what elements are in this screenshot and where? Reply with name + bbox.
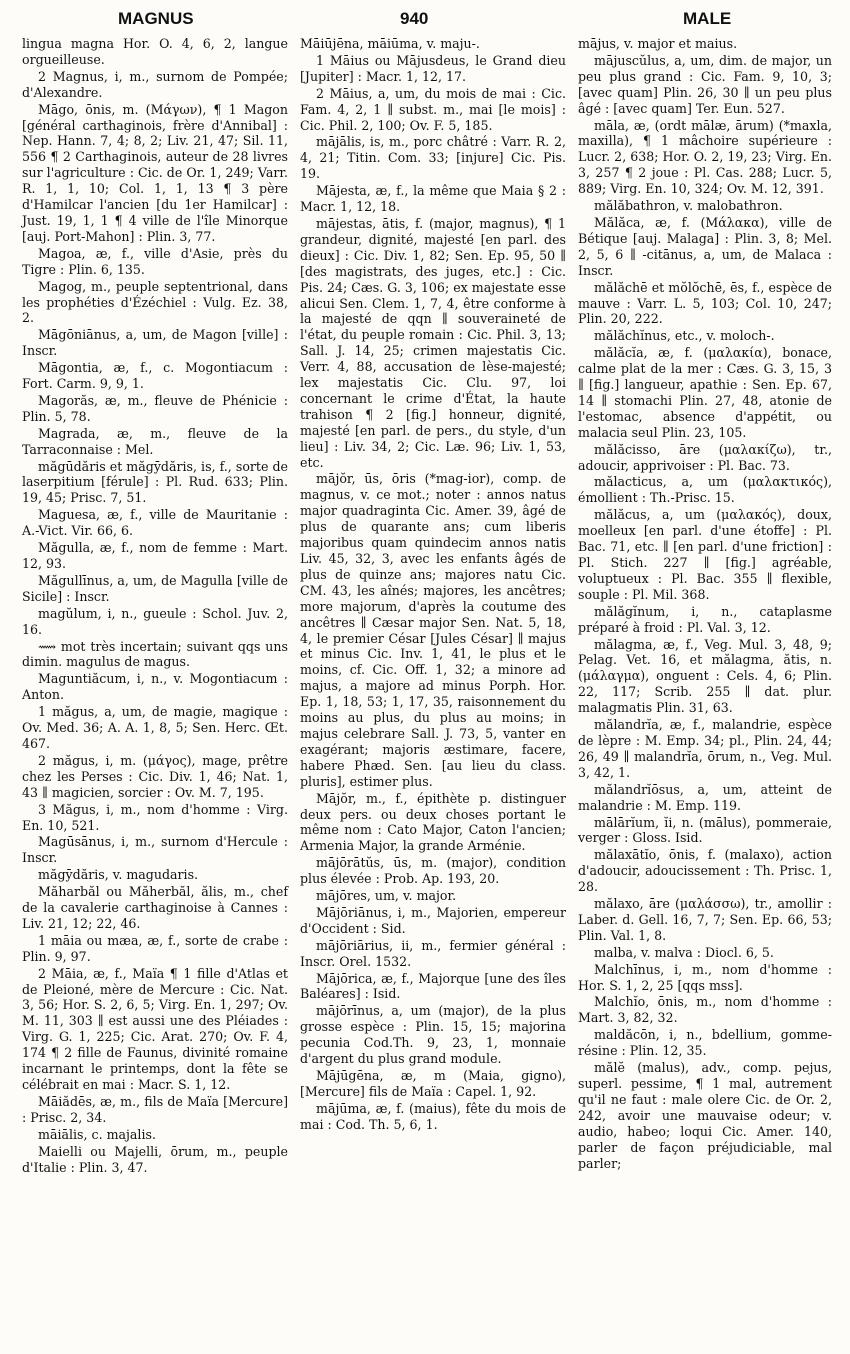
dictionary-entry: mājōriārius, ii, m., fermier général : Inscr. Orel. 1532. xyxy=(300,937,566,969)
dictionary-entry: măgūdăris et măgȳdăris, is, f., sorte de laserpitium [férule] : Pl. Rud. 633; Plin. 19, 45; Prisc. 7, 51. xyxy=(22,458,288,506)
dictionary-entry: mājuscŭlus, a, um, dim. de major, un peu plus grand : Cic. Fam. 9, 10, 3; [avec quam] Plin. 26, 30 ∥ un peu plus âgé : [avec quam] Ter. Eun. 527. xyxy=(578,52,832,116)
page-header xyxy=(0,0,850,36)
header-left-guide-word: MAGNUS xyxy=(118,9,194,28)
dictionary-entry: Maguesa, æ, f., ville de Mauritanie : A.-Vict. Vir. 66, 6. xyxy=(22,507,288,539)
dictionary-entry: 1 māia ou mæa, æ, f., sorte de crabe : Plin. 9, 97. xyxy=(22,932,288,964)
dictionary-entry: mălăcĭa, æ, f. (μαλακία), bonace, calme plat de la mer : Cæs. G. 3, 15, 3 ∥ [fig.] langueur, apathie : Sen. Ep. 67, 14 ∥ stomachi Plin. 27, 48, atonie de l'estomac, absence d'appétit, ou malacia seul Plin. 23, 105. xyxy=(578,345,832,440)
dictionary-entry: Malchĭo, ōnis, m., nom d'homme : Mart. 3, 82, 32. xyxy=(578,994,832,1026)
dictionary-entry: ⟿ mot très incertain; suivant qqs uns dimin. magulus de magus. xyxy=(22,638,288,670)
dictionary-entry: Maguntiăcum, i, n., v. Mogontiacum : Anton. xyxy=(22,671,288,703)
dictionary-entry: maldăcōn, i, n., bdellium, gomme-résine : Plin. 12, 35. xyxy=(578,1027,832,1059)
dictionary-entry: Mălăca, æ, f. (Μάλακα), ville de Bétique [auj. Malaga] : Plin. 3, 8; Mel. 2, 5, 6 ∥ -citānus, a, um, de Malaca : Inscr. xyxy=(578,214,832,278)
dictionary-entry: Mājesta, æ, f., la même que Maia § 2 : Macr. 1, 12, 18. xyxy=(300,183,566,215)
dictionary-entry: Mājūgēna, æ, m (Maia, gigno), [Mercure] fils de Maïa : Capel. 1, 92. xyxy=(300,1068,566,1099)
dictionary-entry: mājus, v. major et maius. xyxy=(578,36,738,51)
dictionary-entry: Măgulla, æ, f., nom de femme : Mart. 12, 93. xyxy=(22,540,288,571)
dictionary-entry: Magūsānus, i, m., surnom d'Hercule : Inscr. xyxy=(22,834,288,866)
dictionary-entry: Mājŏr, m., f., épithète p. distinguer deux pers. ou deux choses portant le même nom : Cato Major, Caton l'ancien; Armenia Major, la grande Arménie. xyxy=(300,790,566,854)
dictionary-entry: mājūma, æ, f. (maius), fête du mois de mai : Cod. Th. 5, 6, 1. xyxy=(300,1100,566,1132)
dictionary-entry: mājōrīnus, a, um (major), de la plus grosse espèce : Plin. 15, 15; majorina pecunia Cod.Th. 9, 23, 1, monnaie d'argent du plus grand module. xyxy=(300,1003,566,1067)
dictionary-entry: Măgullīnus, a, um, de Magulla [ville de Sicile] : Inscr. xyxy=(22,572,288,604)
dictionary-entry: Maielli ou Majelli, ōrum, m., peuple d'Italie : Plin. 3, 47. xyxy=(22,1143,288,1175)
dictionary-entry: mălăbathron, v. malobathron. xyxy=(594,198,783,214)
dictionary-entry: Mājōrica, æ, f., Majorque [une des îles Baléares] : Isid. xyxy=(300,970,566,1002)
dictionary-entry: 2 Māia, æ, f., Maïa ¶ 1 fille d'Atlas et de Pleioné, mère de Mercure : Cic. Nat. 3, 56; Hor. S. 2, 6, 5; Virg. En. 1, 297; Ov. M. 11, 303 ∥ est aussi une des Pléiades : Virg. G. 1, 225; Cic. Arat. 270; Ov. F. 4, 174 ¶ 2 fille de Faunus, divinité romaine incarnant le printemps, dont la fête se célébrait en mai : Macr. S. 1, 12. xyxy=(22,965,288,1092)
dictionary-entry: mălăchē et mŏlŏchē, ēs, f., espèce de mauve : Varr. L. 5, 103; Col. 10, 247; Plin. 20, 222. xyxy=(578,279,832,327)
dictionary-entry: Magrada, æ, m., fleuve de la Tarraconnaise : Mel. xyxy=(22,425,288,457)
column-1 xyxy=(16,36,294,1350)
dictionary-entry: Magog, m., peuple septentrional, dans les prophéties d'Ézéchiel : Vulg. Ez. 38, 2. xyxy=(22,278,288,326)
dictionary-entry: Māgōniānus, a, um, de Magon [ville] : Inscr. xyxy=(22,327,288,359)
dictionary-entry: mājōres, um, v. major. xyxy=(316,888,457,904)
dictionary-entry: mălăchĭnus, etc., v. moloch-. xyxy=(594,328,775,344)
dictionary-entry: mājōrātŭs, ūs, m. (major), condition plus élevée : Prob. Ap. 193, 20. xyxy=(300,855,566,887)
dictionary-entry: mălandrĭa, æ, f., malandrie, espèce de lèpre : M. Emp. 34; pl., Plin. 24, 44; 26, 49 ∥ malandrĭa, ōrum, n., Veg. Mul. 3, 42, 1. xyxy=(578,717,832,780)
dictionary-entry: Măharbăl ou Măherbăl, ălis, m., chef de la cavalerie carthaginoise à Cannes : Liv. 21, 12; 22, 46. xyxy=(22,884,288,931)
dictionary-entry: 3 Măgus, i, m., nom d'homme : Virg. En. 10, 521. xyxy=(22,801,288,833)
text-columns xyxy=(16,36,838,1350)
dictionary-entry: 2 măgus, i, m. (μάγος), mage, prêtre chez les Perses : Cic. Div. 1, 46; Nat. 1, 43 ∥ magicien, sorcier : Ov. M. 7, 195. xyxy=(22,752,288,800)
dictionary-entry: Magoa, æ, f., ville d'Asie, près du Tigre : Plin. 6, 135. xyxy=(22,245,288,277)
dictionary-entry: Māgontia, æ, f., c. Mogontiacum : Fort. Carm. 9, 9, 1. xyxy=(22,360,288,392)
dictionary-entry: mālārĭum, ĭi, n. (mālus), pommeraie, verger : Gloss. Isid. xyxy=(578,814,832,846)
dictionary-entry: mălandrĭōsus, a, um, atteint de malandrie : M. Emp. 119. xyxy=(578,781,832,813)
header-right-guide-word: MALE xyxy=(683,9,732,28)
dictionary-entry: mălăgĭnum, i, n., cataplasme préparé à froid : Pl. Val. 3, 12. xyxy=(578,603,832,635)
dictionary-entry: mălĕ (malus), adv., comp. pejus, superl. pessime, ¶ 1 mal, autrement qu'il ne faut : male olere Cic. de Or. 2, 242, avoir une mauvaise odeur; v. audio, habeo; loqui Cic. Amer. 140, parler de façon préjudiciable, mal parler; xyxy=(578,1060,832,1171)
dictionary-entry: 1 măgus, a, um, de magie, magique : Ov. Med. 36; A. A. 1, 8, 5; Sen. Herc. Œt. 467. xyxy=(22,704,288,751)
dictionary-entry: māla, æ, (ordt mālæ, ārum) (*maxla, maxilla), ¶ 1 mâchoire supérieure : Lucr. 2, 638; Hor. O. 2, 19, 23; Virg. En. 3, 257 ¶ 2 joue : Pl. Cas. 288; Lucr. 5, 889; Virg. En. 10, 324; Ov. M. 12, 391. xyxy=(578,117,832,197)
dictionary-entry: mălaxo, āre (μαλάσσω), tr., amollir : Laber. d. Gell. 16, 7, 7; Sen. Ep. 66, 53; Plin. Val. 1, 8. xyxy=(578,896,832,943)
column-3 xyxy=(572,36,838,1350)
column-2 xyxy=(294,36,572,1350)
dictionary-entry: măgȳdăris, v. magudaris. xyxy=(38,867,199,883)
dictionary-entry: Mājōriānus, i, m., Majorien, empereur d'Occident : Sid. xyxy=(300,904,566,936)
dictionary-entry: magŭlum, i, n., gueule : Schol. Juv. 2, 16. xyxy=(22,605,288,637)
dictionary-entry: mājŏr, ūs, ōris (*mag-ior), comp. de magnus, v. ce mot.; noter : annos natus major quadraginta Cic. Amer. 39, âgé de plus de quarante ans; cum liberis majoribus quam quindecim annos natis Liv. 45, 32, 3, avec les enfants âgés de plus de quinze ans; majores natu Cic. CM. 43, les aînés; majores, les ancêtres; more majorum, d'après la coutume des ancêtres ∥ Cæsar major Sen. Nat. 5, 18, 4, le premier César [Jules César] ∥ majus et minus Cic. Inv. 1, 41, le plus et le moins, cf. Cic. Off. 1, 32; a minore ad majus, a majore ad minus Porph. Hor. Ep. 1, 18, 53; 1, 17, 35, raisonnement du moins au plus, du plus au moins; in majus celebrare Sall. J. 73, 5, vanter en exagérant; majoris æstimare, facere, habere Phæd. Sen. [au lieu du class. pluris], estimer plus. xyxy=(300,471,566,789)
dictionary-entry: 2 Magnus, i, m., surnom de Pompée; d'Alexandre. xyxy=(22,68,288,100)
dictionary-entry: lingua magna Hor. O. 4, 6, 2, langue orgueilleuse. xyxy=(22,36,288,67)
dictionary-entry: malba, v. malva : Diocl. 6, 5. xyxy=(594,944,774,960)
dictionary-entry: 1 Māius ou Mājusdeus, le Grand dieu [Jupiter] : Macr. 1, 12, 17. xyxy=(300,52,566,84)
page-number: 940 xyxy=(400,9,429,28)
dictionary-entry: mălăcus, a, um (μαλακός), doux, moelleux [en parl. d'une étoffe] : Pl. Bac. 71, etc. ∥ [en parl. d'une friction] : Pl. Stich. 227 ∥ [fig.] agréable, voluptueux : Pl. Bac. 355 ∥ flexible, souple : Pl. Mil. 368. xyxy=(578,507,832,602)
dictionary-entry: mājestas, ātis, f. (major, magnus), ¶ 1 grandeur, dignité, majesté [en parl. des dieux] : Cic. Div. 1, 82; Sen. Ep. 95, 50 ∥ [des magistrats, des juges, etc.] : Cic. Pis. 24; Cæs. G. 3, 106; ex majestate esse alicui Sen. Clem. 1, 7, 4, être conforme à la majesté de qqn ∥ souveraineté de l'état, du peuple romain : Cic. Phil. 3, 13; Sall. J. 14, 25; crimen majestatis Cic. Verr. 4, 88, accusation de lèse-majesté; lex majestatis Cic. Clu. 97, loi concernant le crime d'État, la haute trahison ¶ 2 [fig.] honneur, dignité, majesté [en parl. de pers., du style, d'un lieu] : Liv. 34, 2; Cic. Læ. 96; Liv. 1, 53, etc. xyxy=(300,215,566,470)
dictionary-entry: Malchīnus, i, m., nom d'homme : Hor. S. 1, 2, 25 [qqs mss]. xyxy=(578,961,832,993)
dictionary-entry: Māgo, ōnis, m. (Μάγων), ¶ 1 Magon [général carthaginois, frère d'Annibal] : Nep. Hann. 7, 4; 8, 2; Liv. 21, 47; Sil. 11, 556 ¶ 2 Carthaginois, auteur de 28 livres sur l'agriculture : Cic. de Or. 1, 249; Varr. R. 1, 1, 10; Col. 1, 1, 13 ¶ 3 père d'Hamilcar l'ancien [du 1er Hamilcar] : Just. 19, 1, 1 ¶ 4 ville de l'île Minorque [auj. Port-Mahon] : Plin. 3, 77. xyxy=(22,101,288,244)
dictionary-entry: Māiădēs, æ, m., fils de Maïa [Mercure] : Prisc. 2, 34. xyxy=(22,1093,288,1125)
dictionary-entry: Māiūjēna, māiūma, v. maju-. xyxy=(300,36,480,51)
dictionary-entry: mājālis, is, m., porc châtré : Varr. R. 2, 4, 21; Titin. Com. 33; [injure] Cic. Pis. 19. xyxy=(300,134,566,182)
dictionary-entry: māiālis, c. majalis. xyxy=(38,1126,156,1142)
dictionary-entry: mălacticus, a, um (μαλακτικός), émollient : Th.-Prisc. 15. xyxy=(578,474,832,506)
dictionary-entry: Magorăs, æ, m., fleuve de Phénicie : Plin. 5, 78. xyxy=(22,392,288,424)
dictionary-entry: 2 Māius, a, um, du mois de mai : Cic. Fam. 4, 2, 1 ∥ subst. m., mai [le mois] : Cic. Phil. 2, 100; Ov. F. 5, 185. xyxy=(300,85,566,133)
dictionary-entry: mălăcisso, āre (μαλακίζω), tr., adoucir, apprivoiser : Pl. Bac. 73. xyxy=(578,441,832,473)
dictionary-entry: mălaxātĭo, ōnis, f. (malaxo), action d'adoucir, adoucissement : Th. Prisc. 1, 28. xyxy=(578,847,832,895)
dictionary-entry: mălagma, æ, f., Veg. Mul. 3, 48, 9; Pelag. Vet. 16, et mălagma, ătis, n. (μάλαγμα), onguent : Cels. 4, 6; Plin. 22, 117; Scrib. 255 ∥ dat. plur. malagmatis Plin. 31, 63. xyxy=(578,636,832,716)
